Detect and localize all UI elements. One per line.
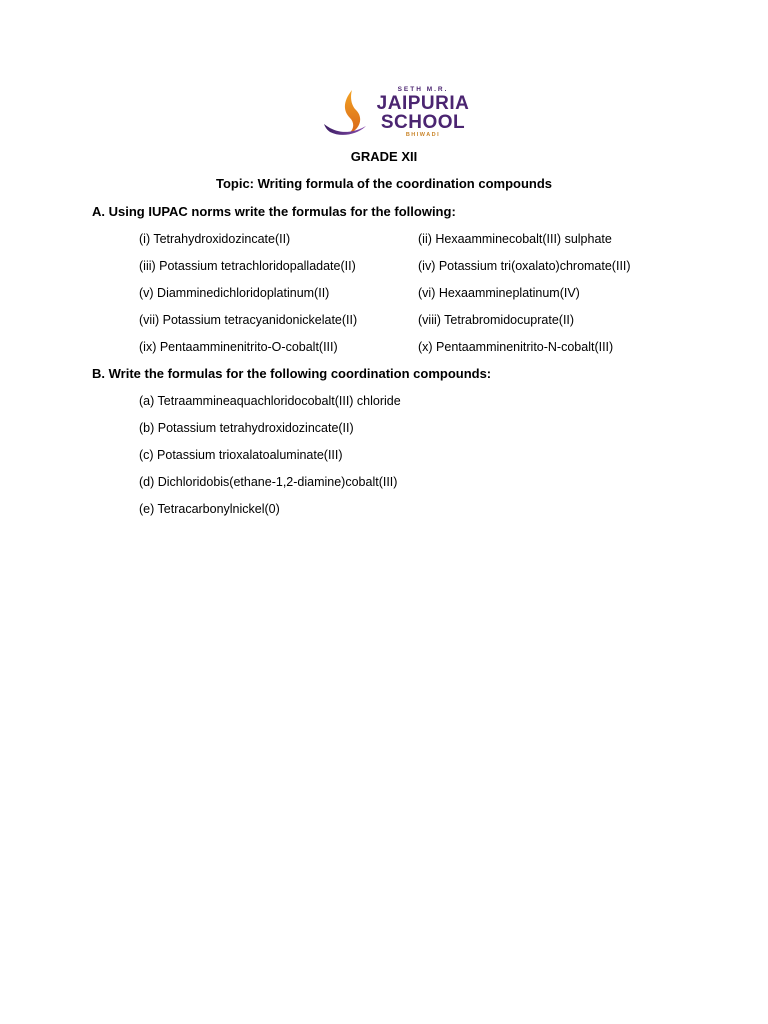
section-a-item: (ix) Pentaamminenitrito-O-cobalt(III)	[139, 340, 338, 354]
section-b-item: (d) Dichloridobis(ethane-1,2-diamine)cobalt(III)	[139, 475, 398, 489]
section-b-item: (b) Potassium tetrahydroxidozincate(II)	[139, 421, 354, 435]
section-b-heading: B. Write the formulas for the following coordination compounds:	[92, 366, 492, 381]
section-a-item: (iv) Potassium tri(oxalato)chromate(III)	[418, 259, 631, 273]
logo-wordmark	[374, 86, 472, 139]
grade-title: GRADE XII	[350, 149, 418, 164]
logo-small-text: SETH M.R.	[397, 86, 449, 93]
flame-swoosh-logo-icon	[322, 86, 374, 138]
logo-line2: SCHOOL	[380, 112, 466, 133]
topic-title: Topic: Writing formula of the coordination compounds	[215, 176, 553, 191]
section-b-item: (a) Tetraammineaquachloridocobalt(III) chloride	[139, 394, 401, 408]
section-a-item: (vi) Hexaammineplatinum(IV)	[418, 286, 580, 300]
section-a-item: (i) Tetrahydroxidozincate(II)	[139, 232, 291, 246]
logo-sub-text: BHIWADI	[405, 132, 441, 138]
section-a-item: (v) Diamminedichloridoplatinum(II)	[139, 286, 330, 300]
section-a-heading: A. Using IUPAC norms write the formulas for the following:	[92, 204, 456, 219]
section-b-item: (c) Potassium trioxalatoaluminate(III)	[139, 448, 343, 462]
section-a-item: (viii) Tetrabromidocuprate(II)	[418, 313, 575, 327]
logo-line1: JAIPURIA	[376, 93, 470, 114]
section-a-item: (ii) Hexaamminecobalt(III) sulphate	[418, 232, 612, 246]
section-a-item: (x) Pentaamminenitrito-N-cobalt(III)	[418, 340, 614, 354]
school-logo	[322, 86, 472, 138]
section-a-item: (vii) Potassium tetracyanidonickelate(II)	[139, 313, 358, 327]
section-b-item: (e) Tetracarbonylnickel(0)	[139, 502, 280, 516]
section-a-item: (iii) Potassium tetrachloridopalladate(II)	[139, 259, 356, 273]
